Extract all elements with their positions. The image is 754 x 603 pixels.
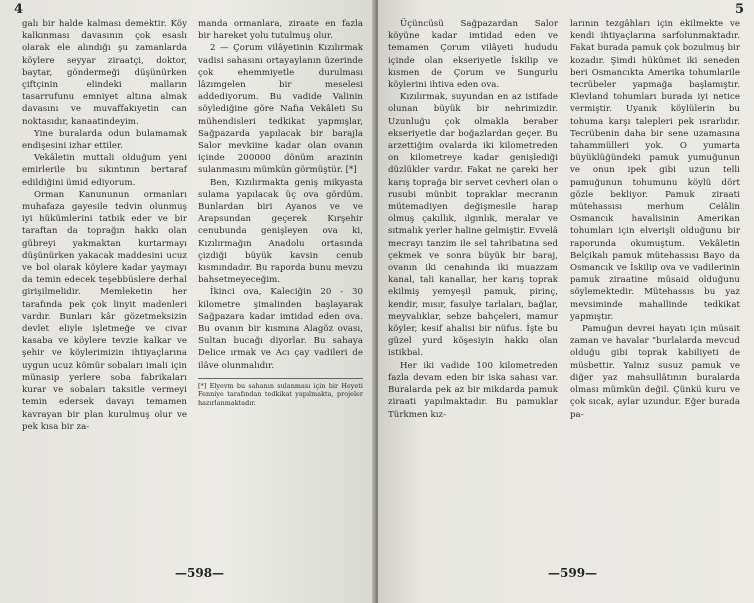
footnote: [*] Elyevm bu sahanın sulanması için bir Heyeti Fenniye tarafından tedkikat yapılmakta, projeler hazırlanmaktadır. xyxy=(198,378,363,407)
paragraph: Her iki vadide 100 kilometreden fazla devam eden bir iska sahası var. Buralarda pek az bir mikdarda pamuk ziraati yapılmaktadır. Bu pamuklar Türkmen kız- xyxy=(388,360,558,420)
right-folio: —599— xyxy=(548,566,598,580)
left-column-2 xyxy=(198,18,363,407)
left-page-number: 4 xyxy=(14,2,24,17)
paragraph: Kızılırmak, suyundan en az istifade olunan büyük bir nehrimizdir. Uzunluğu çok olmakla beraber ekseriyetle dar boğazlardan geçer. Bu arzettiğim ovalarda iki kilometreden on kilometreye kadar genişlediği düzlükler vardır. Fakat ne çareki her karış toprağa bir servet cevheri olan o rusubi münbit topraklar mecranın mütemadiyen değişmesile harap olmuş çakıllık, ılgınlık, meralar ve sıtmalık yerler haline gelmiştir. Evvelâ mecrayı tanzim ile sel tahribatına sed çekmek ve sonra büyük bir baraj, ovanın iki cenahında iki muazzam kanal, tali kanallar, her karış toprak ekilmiş yemyeşil pamuk, pirinç, kendir, mısır, fasulye tarlaları, bağlar, meyvalıklar, sebze bahçeleri, mamur köyler, kesif ahalisi bir nüfus. İşte bu güzel yurd köşesiyin hakkı olan istikbal. xyxy=(388,92,558,359)
paragraph: Orman Kanununun ormanları muhafaza gayesile tedvin olunmuş iyi hükümlerini tatbik eder ve bir taraftan da toprağın hakkı olan gübreyi yakmaktan kurtarmayı düşünürken yakacak maddesini ucuz ve bol olarak köylere kadar yaymayı da temin edecek teşebbüslere derhal girişilmelidir. Memleketin her tarafında pek çok linyit madenleri vardır. Bunları kâr gözetmeksizin devlet eliyle işletmeğe ve civar kasaba ve köylere tevzie kalkar ve şehir ve köylerimizin ihtiyaçlarına uygun ucuz kömür sobaları imali için münasip yerlere soba fabrikaları kurar ve sobaları taksitle vermeyi temin edersek davayı temamen kavrayan bir plan kurulmuş olur ve pek kısa bir za- xyxy=(22,189,187,432)
paragraph: Vekâletin muttali olduğum yeni emirlerile bu sıkıntının bertaraf edildiğini ümid ediyorum. xyxy=(22,153,187,188)
right-page xyxy=(378,0,754,603)
paragraph: Ben, Kızılırmakta geniş mikyasta sulama yapılacak üç ova gördüm. Bunlardan biri Ayanos ve ve Arapsundan geçerek Kırşehir cenubunda genişleyen ova ki, Kızılırmağın Anadolu ortasında çizdiği büyük kavsin cenub kısmındadır. Bu raporda bunu mevzu bahsetmeyeceğim. xyxy=(198,177,363,286)
paragraph: Üçüncüsü Sağpazardan Salor köyüne kadar imtidad eden ve temamen Çorum vilâyeti hududu içinde olan ekseriyetle İskilip ve kısmen de Çorum ve Sungurlu köylerini ihtiva eden ova. xyxy=(388,19,558,91)
paragraph: manda ormanlara, ziraate en fazla bir hareket yolu tutulmuş olur. xyxy=(198,19,363,42)
paragraph: Yine buralarda odun bulamamak endişesini izhar ettiler. xyxy=(22,128,187,152)
paragraph: Pamuğun devrei hayatı için müsait zaman ve havalar "burlalarda mevcud olduğu gibi toprak kabiliyeti de müsbettir. Yalnız susuz pamuk ve diğer yaz mahsullâtının buralarda olması mümkün değil. Çünkü kuru ve çok sıcak, aylar uzundur. Eğer burada pa- xyxy=(570,324,740,420)
left-column-1 xyxy=(22,18,187,433)
paragraph: larının tezgâhları için ekilmekte ve kendi ihtiyaçlarına sarfolunmaktadır. Fakat burada pamuk çok bozulmuş bir kozadır. Şimdi hükûmet iki seneden beri Osmancıkta Amerika tohumlarile tecrübeler yapmağa başlamıştır. Klevland tohumları burada iyi netice vermiştir. Uyanık köylülerin bu tohuma karşı talepleri pek ısrarlıdır. Tecrübenin daha bir sene uzamasına tahammülleri yok. O yumarta büyüklüğündeki pamuk yumuğunun ve onun ipek gibi uzun telli pamuğunun tohumunu köylü dört gözle bekliyor. Pamuk ziraati mütehassısı merhum Celâlin Osmancık havalisinin Amerikan tohumları için elverişli olduğunu bir raporunda okumuştum. Vekâletin Belçikalı pamuk mütehassısı Bayo da Osmancık ve İskilip ova ve vadilerinin pamuk ziraatine müsaid olduğunu söylemektedir. Mütehassıs bu yaz mevsiminde mahallinde tedkikat yapmıştır. xyxy=(570,19,740,322)
paragraph: 2 — Çorum vilâyetinin Kızılırmak vadisi sahasını ortayaylanın üzerinde çok ehemmiyetle durulması lâzımgelen bir meselesi addediyorum. Bu vadide Valinin söylediğine göre Nafıa Vekâleti Su mühendisleri tedkikat yapmışlar, Sağpazarda yapılacak bir barajla Salor mevkiine kadar olan ovanın içinde 200000 dönüm arazinin sulanmasını mümkün görmüştür. [*] xyxy=(198,43,363,176)
right-page-number: 5 xyxy=(734,2,744,17)
right-column-1 xyxy=(388,18,558,421)
left-page xyxy=(0,0,376,603)
left-folio: —598— xyxy=(175,566,225,580)
right-column-2 xyxy=(570,18,740,421)
paragraph: İkinci ova, Kaleciğin 20 - 30 kilometre şimalinden başlayarak Sağpazara kadar imtidad eden ova. Bu ovanın bir kısmına Alagöz ovası, Sultan bucağı diyorlar. Bu sahaya Delice ırmak ve Acı çay vadileri de ilâve olunmalıdır. xyxy=(198,287,363,371)
paragraph: galı bir halde kalması demektir. Köy kalkınması davasının çok esaslı olarak ele alındığı şu zamanlarda köylere seyyar ziraatçi, doktor, baytar, göndermeği düşünürken çiftçinin elindeki malların tasarrufunu emniyet altına almak davasını ve muvaffakıyetin can noktasıdır, kanaatindeyim. xyxy=(22,19,187,127)
